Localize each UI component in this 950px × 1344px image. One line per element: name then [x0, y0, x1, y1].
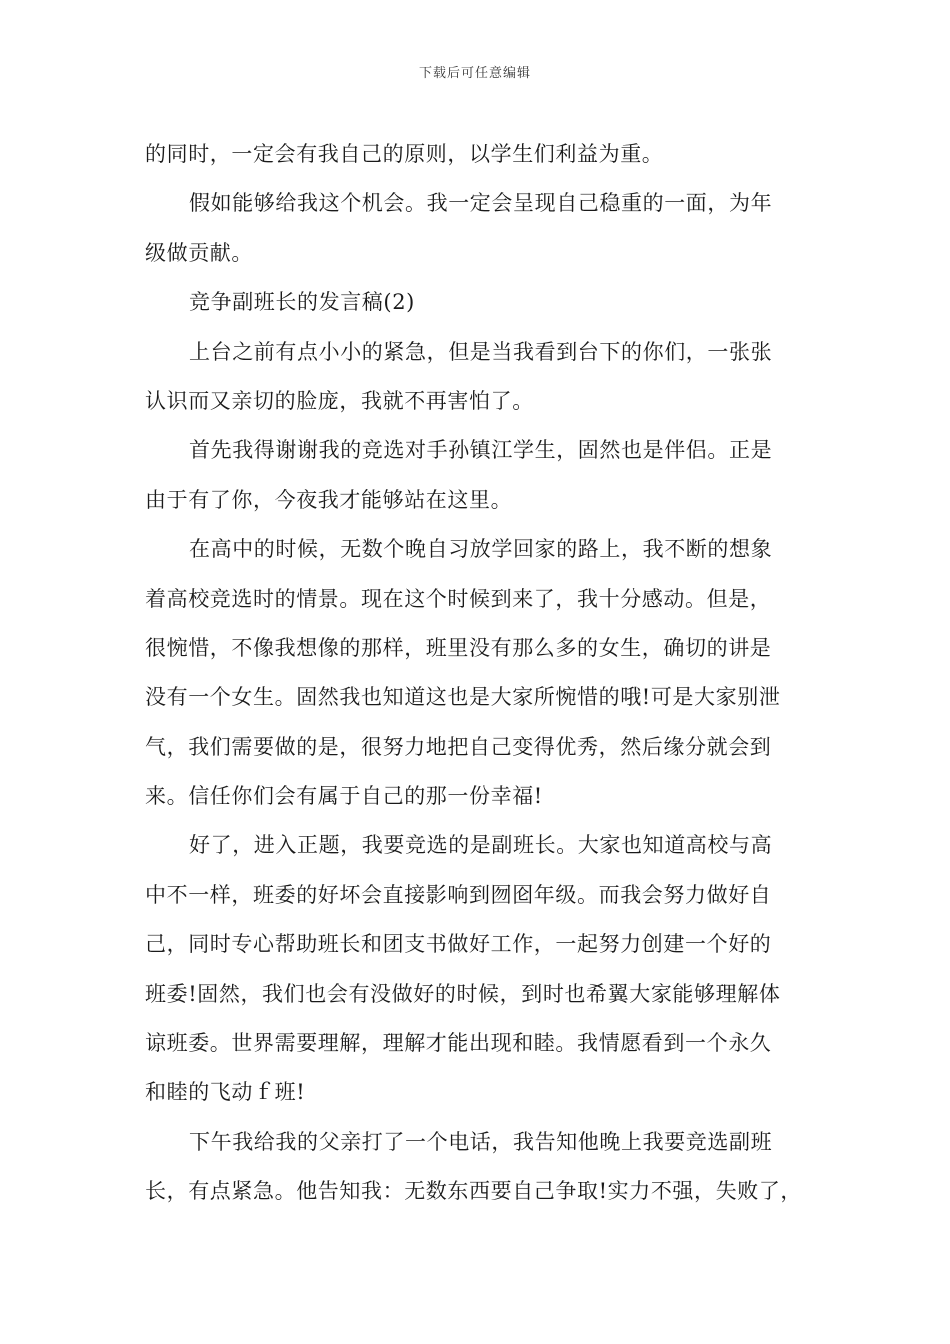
text-line: 长，有点紧急。他告知我：无数东西要自己争取!实力不强，失败了， — [145, 1179, 803, 1204]
paragraph-start: 好了，进入正题，我要竞选的是副班长。大家也知道高校与高 — [189, 833, 773, 858]
page-header: 下载后可任意编辑 — [418, 66, 531, 81]
text-line: 很惋惜，不像我想像的那样，班里没有那么多的女生，确切的讲是 — [145, 635, 772, 660]
text-line: 谅班委。世界需要理解，理解才能出现和睦。我情愿看到一个永久 — [145, 1031, 772, 1056]
text-line: 没有一个女生。固然我也知道这也是大家所惋惜的哦!可是大家别泄 — [145, 685, 781, 710]
text-line: 着高校竞选时的情景。现在这个时候到来了，我十分感动。但是， — [145, 586, 772, 611]
paragraph-start: 首先我得谢谢我的竞选对手孙镇江学生，固然也是伴侣。正是 — [189, 438, 773, 463]
paragraph-start: 在高中的时候，无数个晚自习放学回家的路上，我不断的想象 — [189, 537, 773, 562]
text-line: 来。信任你们会有属于自己的那一份幸福! — [145, 784, 543, 809]
section-heading: 竞争副班长的发言稿(2) — [189, 290, 415, 315]
paragraph-start: 上台之前有点小小的紧急，但是当我看到台下的你们，一张张 — [189, 339, 773, 364]
text-line: 认识而又亲切的脸庞，我就不再害怕了。 — [145, 388, 534, 413]
text-line: 己，同时专心帮助班长和团支书做好工作，一起努力创建一个好的 — [145, 932, 772, 957]
paragraph-start: 假如能够给我这个机会。我一定会呈现自己稳重的一面，为年 — [189, 191, 773, 216]
text-line: 和睦的飞动ｆ班! — [145, 1080, 306, 1105]
document-body — [145, 130, 810, 1217]
text-line: 气，我们需要做的是，很努力地把自己变得优秀，然后缘分就会到 — [145, 734, 772, 759]
text-line: 级做贡献。 — [145, 240, 253, 265]
text-line: 班委!固然，我们也会有没做好的时候，到时也希翼大家能够理解体 — [145, 981, 781, 1006]
text-line: 由于有了你，今夜我才能够站在这里。 — [145, 487, 513, 512]
text-line: 中不一样，班委的好坏会直接影响到囫囵年级。而我会努力做好自 — [145, 882, 772, 907]
paragraph-start: 下午我给我的父亲打了一个电话，我告知他晚上我要竞选副班 — [189, 1129, 773, 1154]
text-line: 的同时，一定会有我自己的原则，以学生们利益为重。 — [145, 142, 664, 166]
